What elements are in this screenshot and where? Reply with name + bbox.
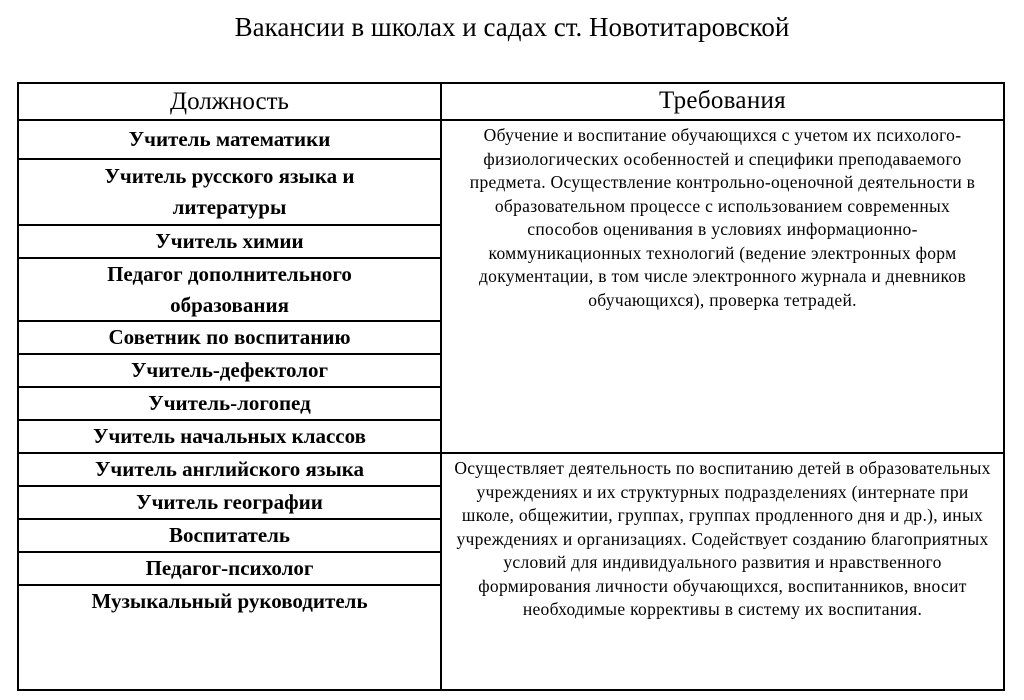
column-header-position: Должность: [19, 84, 442, 121]
table-row-position: Учитель математики: [19, 121, 442, 160]
table-row-position: Музыкальный руководитель: [19, 586, 442, 689]
requirements-cell-educators: Осуществляет деятельность по воспитанию детей в образовательных учреждениях и их структурных подразделениях (интернате при школе, общежитии, группах, группах продленного дня и др.), иных учреждениях и организациях. Содействует созданию благоприятных условий для индивидуального развития и нравственного формирования личности обучающихся, воспитанников, вносит необходимые коррективы в систему их воспитания.: [454, 458, 991, 619]
table-row-position: Учитель русского языка и литературы: [19, 160, 442, 226]
table-row-position: Учитель химии: [19, 226, 442, 259]
requirements-cell-teachers: Обучение и воспитание обучающихся с учетом их психолого-физиологических особенностей и специфики преподаваемого предмета. Осуществление контрольно-оценочной деятельности в образовательном процессе с использованием современных способов оценивания в условиях информационно-коммуникационных технологий (ведение электронных форм документации, в том числе электронного журнала и дневников обучающихся), проверка тетрадей.: [442, 121, 1003, 454]
table-row-position: Учитель-дефектолог: [19, 355, 442, 388]
table-row-position: Учитель английского языка: [19, 454, 442, 487]
vacancies-table: [17, 82, 1005, 691]
table-row-position: Учитель-логопед: [19, 388, 442, 421]
table-row-position: Воспитатель: [19, 520, 442, 553]
table-row-position: Учитель географии: [19, 487, 442, 520]
table-row-position: Педагог дополнительного образования: [19, 259, 442, 322]
column-header-requirements: Требования: [442, 84, 1003, 121]
page-title: Вакансии в школах и садах ст. Новотитаровской: [234, 12, 790, 42]
table-row-position: Советник по воспитанию: [19, 322, 442, 355]
table-row-position: Педагог-психолог: [19, 553, 442, 586]
table-row-position: Учитель начальных классов: [19, 421, 442, 454]
